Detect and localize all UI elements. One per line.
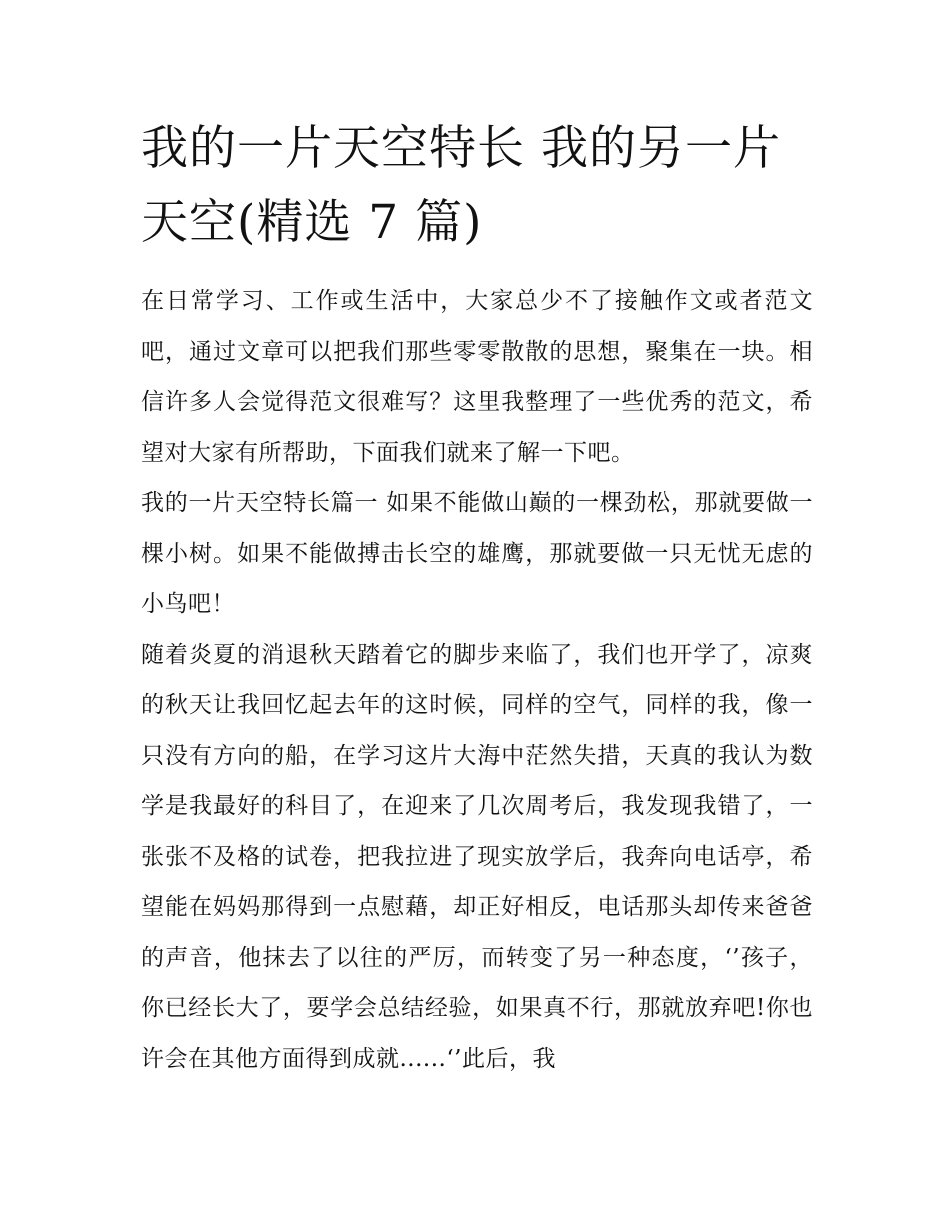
- paragraph-intro: 在日常学习、工作或生活中，大家总少不了接触作文或者范文吧，通过文章可以把我们那些零零散散的思想，聚集在一块。相信许多人会觉得范文很难写？这里我整理了一些优秀的范文，希望对大家有所帮助，下面我们就来了解一下吧。: [141, 288, 813, 466]
- document-page: [141, 112, 813, 1084]
- paragraph-autumn-story: 随着炎夏的消退秋天踏着它的脚步来临了，我们也开学了，凉爽的秋天让我回忆起去年的这时候，同样的空气，同样的我，像一只没有方向的船，在学习这片大海中茫然失措，天真的我认为数学是我最好的科目了，在迎来了几次周考后，我发现我错了，一张张不及格的试卷，把我拉进了现实放学后，我奔向电话亭，希望能在妈妈那得到一点慰藉，却正好相反，电话那头却传来爸爸的声音，他抹去了以往的严厉，而转变了另一种态度，‘’孩子，你已经长大了，要学会总结经验，如果真不行，那就放弃吧!你也许会在其他方面得到成就......‘’此后，我: [141, 641, 813, 1072]
- paragraph-chapter-one: 我的一片天空特长篇一 如果不能做山巅的一棵劲松，那就要做一棵小树。如果不能做搏击长空的雄鹰，那就要做一只无忧无虑的小鸟吧！: [141, 490, 813, 617]
- document-body: [141, 276, 813, 1084]
- document-title: 我的一片天空特长 我的另一片天空(精选 7 篇): [141, 121, 781, 250]
